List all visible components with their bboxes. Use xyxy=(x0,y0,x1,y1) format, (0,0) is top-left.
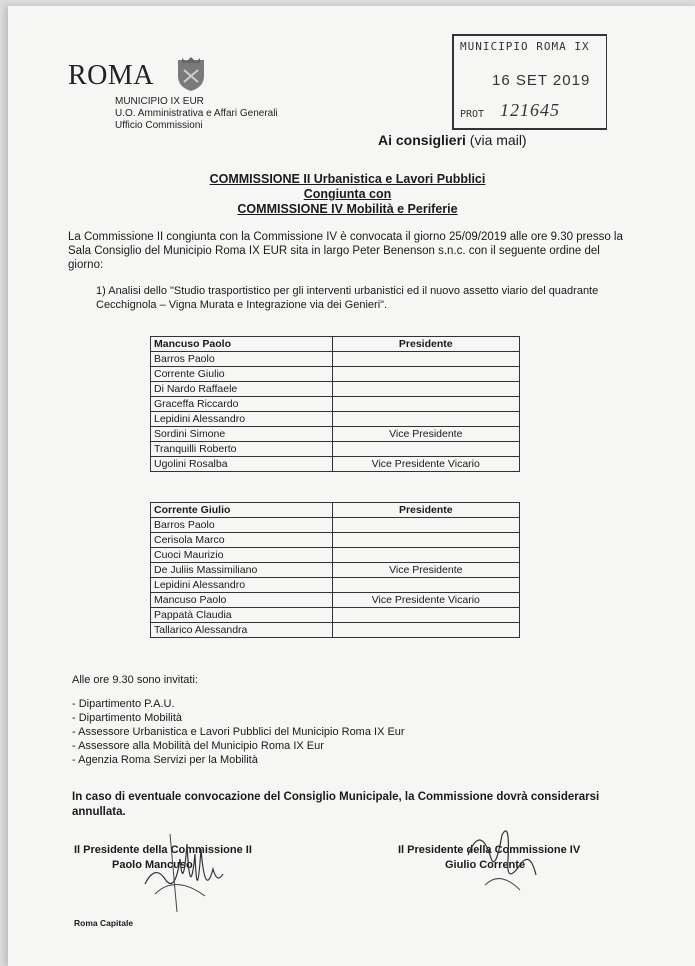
member-role xyxy=(332,578,519,593)
handwritten-signature-right xyxy=(460,815,540,895)
handwritten-signature-left xyxy=(135,824,225,914)
member-role xyxy=(332,352,519,367)
table-row xyxy=(151,623,520,638)
table-row xyxy=(151,352,520,367)
invited-item: - Agenzia Roma Servizi per la Mobilità xyxy=(72,754,258,766)
member-role: Vice Presidente Vicario xyxy=(332,593,519,608)
table-row xyxy=(151,337,520,352)
invited-item: - Dipartimento Mobilità xyxy=(72,712,183,724)
member-name: Barros Paolo xyxy=(151,352,333,367)
member-name: De Juliis Massimiliano xyxy=(151,563,333,578)
intro-paragraph: La Commissione II congiunta con la Commissione IV è convocata il giorno 25/09/2019 alle ore 9.30 presso la Sala Consiglio del Municipio Roma IX EUR sita in largo Peter Benenson s.n.c. con il seguente ordine del giorno: xyxy=(68,231,623,271)
table-row xyxy=(151,578,520,593)
table-row xyxy=(151,548,520,563)
member-name: Lepidini Alessandro xyxy=(151,578,333,593)
table-row xyxy=(151,397,520,412)
member-name: Barros Paolo xyxy=(151,518,333,533)
invited-item: - Assessore alla Mobilità del Municipio Roma IX Eur xyxy=(72,740,324,752)
footer-roma-capitale: Roma Capitale xyxy=(74,918,134,928)
commission-iv-members-table xyxy=(150,502,520,638)
roma-emblem-icon xyxy=(176,56,206,92)
member-name: Corrente Giulio xyxy=(151,367,333,382)
member-role xyxy=(332,548,519,563)
title-congiunta: Congiunta con xyxy=(303,187,392,201)
member-role xyxy=(332,412,519,427)
title-commissione-iv: COMMISSIONE IV Mobilità e Periferie xyxy=(237,202,458,216)
member-role xyxy=(332,608,519,623)
table-row xyxy=(151,518,520,533)
signature-right-name: Giulio Corrente xyxy=(445,859,526,871)
stamp-office: MUNICIPIO ROMA IX xyxy=(460,40,590,53)
signature-left-name: Paolo Mancuso xyxy=(112,859,193,871)
cancellation-note: In caso di eventuale convocazione del Consiglio Municipale, la Commissione dovrà considerarsi annullata. xyxy=(72,791,600,818)
member-role xyxy=(332,382,519,397)
member-name: Tallarico Alessandra xyxy=(151,623,333,638)
commission-ii-members-table xyxy=(150,336,520,472)
member-name: Pappatà Claudia xyxy=(151,608,333,623)
header-line-uo: U.O. Amministrativa e Affari Generali xyxy=(115,108,278,119)
member-role: Vice Presidente Vicario xyxy=(332,457,519,472)
member-role xyxy=(332,367,519,382)
member-name: Sordini Simone xyxy=(151,427,333,442)
invited-item: - Dipartimento P.A.U. xyxy=(72,698,175,710)
member-role xyxy=(332,518,519,533)
member-role: Presidente xyxy=(332,503,519,518)
table-row xyxy=(151,367,520,382)
recipient-mode: (via mail) xyxy=(465,132,527,148)
member-name: Corrente Giulio xyxy=(151,503,333,518)
recipient-label: Ai consiglieri xyxy=(378,132,466,148)
invited-intro: Alle ore 9.30 sono invitati: xyxy=(72,674,198,686)
member-name: Lepidini Alessandro xyxy=(151,412,333,427)
member-role: Vice Presidente xyxy=(332,563,519,578)
member-name: Cuoci Maurizio xyxy=(151,548,333,563)
header-line-ufficio: Ufficio Commissioni xyxy=(115,120,203,131)
table-row xyxy=(151,412,520,427)
table-row xyxy=(151,457,520,472)
recipient-line xyxy=(378,132,527,148)
header-line-municipio: MUNICIPIO IX EUR xyxy=(115,96,204,107)
member-name: Di Nardo Raffaele xyxy=(151,382,333,397)
roma-logo-text: ROMA xyxy=(68,60,155,91)
agenda-item-1: 1) Analisi dello "Studio trasportistico per gli interventi urbanistici ed il nuovo assetto viario del quadrante Cecchignola – Vigna Murata e Integrazione via dei Genieri". xyxy=(96,285,599,311)
invited-item: - Assessore Urbanistica e Lavori Pubblici del Municipio Roma IX Eur xyxy=(72,726,405,738)
document-page xyxy=(8,6,695,966)
member-role xyxy=(332,442,519,457)
table-row xyxy=(151,533,520,548)
signature-right-role: Il Presidente della Commissione IV xyxy=(398,844,581,856)
member-name: Ugolini Rosalba xyxy=(151,457,333,472)
stamp-date: 16 SET 2019 xyxy=(492,72,591,89)
table-row xyxy=(151,608,520,623)
member-name: Tranquilli Roberto xyxy=(151,442,333,457)
member-name: Cerisola Marco xyxy=(151,533,333,548)
table-row xyxy=(151,442,520,457)
member-name: Mancuso Paolo xyxy=(151,337,333,352)
stamp-prot-number: 121645 xyxy=(500,100,560,120)
member-role xyxy=(332,533,519,548)
signature-left-role: Il Presidente della Commissione II xyxy=(74,844,252,856)
member-role xyxy=(332,623,519,638)
member-role: Vice Presidente xyxy=(332,427,519,442)
member-role xyxy=(332,397,519,412)
member-name: Graceffa Riccardo xyxy=(151,397,333,412)
stamp-prot-label: PROT xyxy=(460,109,485,120)
table-row xyxy=(151,382,520,397)
protocol-stamp xyxy=(452,34,607,130)
table-row xyxy=(151,593,520,608)
table-row xyxy=(151,563,520,578)
member-role: Presidente xyxy=(332,337,519,352)
table-row xyxy=(151,503,520,518)
title-commissione-ii: COMMISSIONE II Urbanistica e Lavori Pubblici xyxy=(209,172,486,186)
member-name: Mancuso Paolo xyxy=(151,593,333,608)
table-row xyxy=(151,427,520,442)
